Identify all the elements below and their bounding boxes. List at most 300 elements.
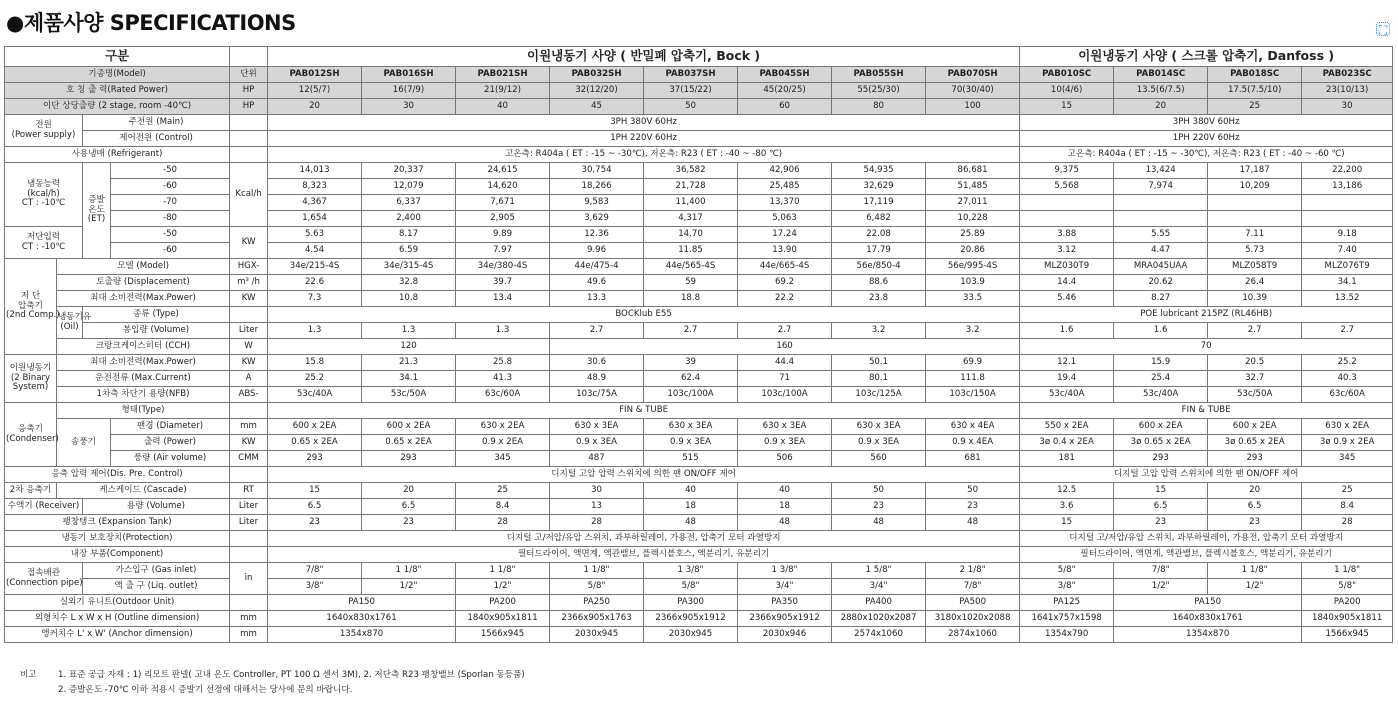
value-cell: 28 (550, 515, 644, 531)
value-cell (1020, 211, 1114, 227)
value-cell: 345 (1302, 451, 1393, 467)
condenser-label (5, 403, 57, 467)
value-cell: 21,728 (644, 179, 738, 195)
component-row (5, 547, 1393, 563)
model-cell: PAB037SH (644, 67, 738, 83)
value-cell: 30 (1302, 99, 1393, 115)
unit-cell: KW (230, 291, 268, 307)
span-cell: 디지털 고/저압/유압 스위치, 과부하릴레이, 가용전, 압축기 모터 과열방지 (268, 531, 1020, 547)
comp-oil-type-row (5, 307, 1393, 323)
value-cell: 1 1/8" (362, 563, 456, 579)
value-cell: 560 (832, 451, 926, 467)
value-cell: 25.2 (1302, 355, 1393, 371)
value-cell: 600 x 2EA (1208, 419, 1302, 435)
value-cell: 2574x1060 (832, 627, 926, 643)
value-cell: 10.39 (1208, 291, 1302, 307)
span-cell: 고온측: R404a ( ET : -15 ~ -30℃), 저온측: R23 ( ET : -40 ~ -80 ℃) (268, 147, 1020, 163)
value-cell: 13,424 (1114, 163, 1208, 179)
model-cell: PAB055SH (832, 67, 926, 83)
value-cell: 2.7 (738, 323, 832, 339)
value-cell: 20.62 (1114, 275, 1208, 291)
value-cell: 30,754 (550, 163, 644, 179)
value-cell: 13.90 (738, 243, 832, 259)
et-cell: -50 (111, 163, 230, 179)
value-cell: 7.97 (456, 243, 550, 259)
row-label: 가스입구 (Gas inlet) (83, 563, 230, 579)
value-cell: 8.17 (362, 227, 456, 243)
value-cell: 630 x 3EA (550, 419, 644, 435)
value-cell: 34e/380-4S (456, 259, 550, 275)
unit-cell (230, 147, 268, 163)
span-cell: 160 (550, 339, 1020, 355)
et-cell: -80 (111, 211, 230, 227)
row-label: 실외기 유니트(Outdoor Unit) (5, 595, 230, 611)
value-cell: 1 1/8" (456, 563, 550, 579)
value-cell: 3/8" (1020, 579, 1114, 595)
value-cell: 7/8" (268, 563, 362, 579)
value-cell: 630 x 3EA (644, 419, 738, 435)
value-cell: 15 (1020, 515, 1114, 531)
value-cell: 6,337 (362, 195, 456, 211)
value-cell: 48 (926, 515, 1020, 531)
bock-group-header: 이원냉동기 사양 ( 반밀폐 압축기, Bock ) (268, 47, 1020, 67)
value-cell: 1 3/8" (644, 563, 738, 579)
value-cell: 1.3 (268, 323, 362, 339)
value-cell: 25,485 (738, 179, 832, 195)
row-label: 1차측 차단기 용량(NFB) (57, 387, 230, 403)
value-cell: 28 (456, 515, 550, 531)
value-cell: 7.40 (1302, 243, 1393, 259)
label-line: 온도 (88, 204, 105, 215)
value-cell: 19.4 (1020, 371, 1114, 387)
value-cell: 13.4 (456, 291, 550, 307)
value-cell: 1840x905x1811 (456, 611, 550, 627)
value-cell: 21(9/12) (456, 83, 550, 99)
value-cell: 5/8" (1020, 563, 1114, 579)
value-cell: 1 1/8" (1208, 563, 1302, 579)
span-cell: 1PH 220V 60Hz (1020, 131, 1393, 147)
connection-label (5, 563, 83, 595)
value-cell: 44e/665-4S (738, 259, 832, 275)
capacity-row (5, 163, 1393, 179)
value-cell: PA150 (1114, 595, 1302, 611)
protection-row (5, 531, 1393, 547)
value-cell: PA350 (738, 595, 832, 611)
value-cell: 2.7 (1302, 323, 1393, 339)
label-line: 압축기 (18, 300, 43, 311)
value-cell: 50 (926, 483, 1020, 499)
value-cell: 20.86 (926, 243, 1020, 259)
label-line: 응축기 (18, 423, 43, 434)
value-cell: 7.11 (1208, 227, 1302, 243)
cond-fan-power-row (5, 435, 1393, 451)
value-cell: 5.46 (1020, 291, 1114, 307)
value-cell: PA400 (832, 595, 926, 611)
model-cell: PAB010SC (1020, 67, 1114, 83)
value-cell: 630 x 2EA (1302, 419, 1393, 435)
row-label: 케스케이드 (Cascade) (57, 483, 230, 499)
value-cell: 3,629 (550, 211, 644, 227)
value-cell: 630 x 3EA (738, 419, 832, 435)
value-cell: 10,209 (1208, 179, 1302, 195)
value-cell: 12,079 (362, 179, 456, 195)
expansion-row (5, 515, 1393, 531)
value-cell: 2.7 (1208, 323, 1302, 339)
value-cell: 600 x 2EA (362, 419, 456, 435)
value-cell: 34e/215-4S (268, 259, 362, 275)
conn-liq-row (5, 579, 1393, 595)
value-cell: PA250 (550, 595, 644, 611)
span-cell: 3PH 380V 60Hz (1020, 115, 1393, 131)
span-cell: 70 (1020, 339, 1393, 355)
unit-cell: Liter (230, 323, 268, 339)
value-cell: PA500 (926, 595, 1020, 611)
system-nfb-row (5, 387, 1393, 403)
value-cell: 7,974 (1114, 179, 1208, 195)
receiver-row (5, 499, 1393, 515)
span-cell: 디지털 고압 압력 스위치에 의한 팬 ON/OFF 제어 (1020, 467, 1393, 483)
value-cell: 20 (268, 99, 362, 115)
value-cell: 0.9 x 3EA (738, 435, 832, 451)
value-cell: 5/8" (550, 579, 644, 595)
value-cell: 0.65 x 2EA (362, 435, 456, 451)
value-cell: 5/8" (1302, 579, 1393, 595)
conn-gas-row (5, 563, 1393, 579)
span-cell: POE lubricant 215PZ (RL46HB) (1020, 307, 1393, 323)
value-cell: 8.4 (1302, 499, 1393, 515)
value-cell: 3.12 (1020, 243, 1114, 259)
value-cell: 3.6 (1020, 499, 1114, 515)
value-cell: 50 (644, 99, 738, 115)
value-cell: 32(12/20) (550, 83, 644, 99)
value-cell: 3ø 0.4 x 2EA (1020, 435, 1114, 451)
label-line: CT : -10℃ (21, 241, 66, 252)
value-cell: 40.3 (1302, 371, 1393, 387)
value-cell: 3/8" (268, 579, 362, 595)
value-cell: 5.63 (268, 227, 362, 243)
capacity-row (5, 179, 1393, 195)
value-cell: 6.59 (362, 243, 456, 259)
value-cell: 17.79 (832, 243, 926, 259)
unit-cell (230, 467, 268, 483)
value-cell: 293 (362, 451, 456, 467)
value-cell: 24,615 (456, 163, 550, 179)
value-cell: PA300 (644, 595, 738, 611)
value-cell: 18.8 (644, 291, 738, 307)
span-cell: FIN & TUBE (268, 403, 1020, 419)
focus-frame-icon[interactable]: ⛶ (1376, 22, 1390, 36)
value-cell: 22.6 (268, 275, 362, 291)
value-cell: 30.6 (550, 355, 644, 371)
value-cell: 14,620 (456, 179, 550, 195)
value-cell: 0.9 x 4EA (926, 435, 1020, 451)
value-cell: 16(7/9) (362, 83, 456, 99)
value-cell: 23 (832, 499, 926, 515)
unit-cell: in (230, 563, 268, 595)
value-cell: 13,186 (1302, 179, 1393, 195)
model-cell: PAB014SC (1114, 67, 1208, 83)
value-cell: 53c/40A (268, 387, 362, 403)
value-cell: 3.88 (1020, 227, 1114, 243)
unit-cell (230, 403, 268, 419)
value-cell: 1/2" (362, 579, 456, 595)
value-cell: 103c/150A (926, 387, 1020, 403)
spec-table (4, 46, 1393, 643)
unit-cell: Kcal/h (230, 163, 268, 227)
value-cell: 1354x790 (1020, 627, 1114, 643)
row-label: 크랑크케이스히터 (CCH) (57, 339, 230, 355)
value-cell: 1 3/8" (738, 563, 832, 579)
value-cell: 18,266 (550, 179, 644, 195)
value-cell: 1566x945 (456, 627, 550, 643)
value-cell (1020, 195, 1114, 211)
low-input-row (5, 243, 1393, 259)
unit-cell: HP (230, 83, 268, 99)
row-label: 형태(Type) (57, 403, 230, 419)
unit-cell (230, 531, 268, 547)
value-cell (1114, 211, 1208, 227)
model-cell: PAB032SH (550, 67, 644, 83)
unit-cell: Liter (230, 499, 268, 515)
value-cell: 1566x945 (1302, 627, 1393, 643)
outdoor-row (5, 595, 1393, 611)
fan-label: 송풍기 (57, 419, 111, 467)
value-cell: 293 (1208, 451, 1302, 467)
value-cell: 10.8 (362, 291, 456, 307)
value-cell (1208, 211, 1302, 227)
value-cell: 49.6 (550, 275, 644, 291)
value-cell: 40 (644, 483, 738, 499)
value-cell: PA200 (1302, 595, 1393, 611)
unit-cell: mm (230, 611, 268, 627)
value-cell: 25 (456, 483, 550, 499)
row-label: 종류 (Type) (83, 307, 230, 323)
value-cell: 103c/125A (832, 387, 926, 403)
low-input-row (5, 227, 1393, 243)
value-cell: 7/8" (1114, 563, 1208, 579)
label-line: (Oil) (60, 321, 79, 332)
value-cell: 32.8 (362, 275, 456, 291)
cond-diameter-row (5, 419, 1393, 435)
et-cell: -60 (111, 179, 230, 195)
value-cell: 39.7 (456, 275, 550, 291)
value-cell: 13.52 (1302, 291, 1393, 307)
notes (20, 668, 525, 698)
span-cell: 필터드라이어, 액면계, 액관밸브, 플렉시블호스, 액분리기, 유분리기 (268, 547, 1020, 563)
value-cell: 13 (550, 499, 644, 515)
value-cell: 34e/315-4S (362, 259, 456, 275)
value-cell: 17,119 (832, 195, 926, 211)
value-cell (1302, 211, 1393, 227)
value-cell: 48.9 (550, 371, 644, 387)
value-cell: 23(10/13) (1302, 83, 1393, 99)
value-cell: 53c/40A (1020, 387, 1114, 403)
value-cell: 2366x905x1912 (738, 611, 832, 627)
anchor-row (5, 627, 1393, 643)
value-cell: MLZ030T9 (1020, 259, 1114, 275)
value-cell: 345 (456, 451, 550, 467)
value-cell: 11.85 (644, 243, 738, 259)
value-cell: PA200 (456, 595, 550, 611)
label-line: 증발 (88, 194, 105, 205)
unit-cell (230, 547, 268, 563)
value-cell: 63c/60A (456, 387, 550, 403)
value-cell: 4.54 (268, 243, 362, 259)
dis-pre-row (5, 467, 1393, 483)
value-cell: 59 (644, 275, 738, 291)
value-cell: 2,400 (362, 211, 456, 227)
value-cell: 487 (550, 451, 644, 467)
value-cell: 23 (1208, 515, 1302, 531)
value-cell: 63c/60A (1302, 387, 1393, 403)
row-label: 팬경 (Diameter) (111, 419, 230, 435)
value-cell: 23 (268, 515, 362, 531)
et-cell: -50 (111, 227, 230, 243)
value-cell: 6.5 (268, 499, 362, 515)
span-cell: 3PH 380V 60Hz (268, 115, 1020, 131)
value-cell: 9.96 (550, 243, 644, 259)
value-cell: 7.3 (268, 291, 362, 307)
value-cell: 630 x 4EA (926, 419, 1020, 435)
model-cell: PAB016SH (362, 67, 456, 83)
value-cell: 2030x945 (644, 627, 738, 643)
value-cell: 2030x945 (550, 627, 644, 643)
unit-cell: m³ /h (230, 275, 268, 291)
value-cell: MLZ058T9 (1208, 259, 1302, 275)
value-cell: 6,482 (832, 211, 926, 227)
value-cell: 600 x 2EA (268, 419, 362, 435)
value-cell: 45 (550, 99, 644, 115)
row-label: 팽창탱크 (Expansion Tank) (5, 515, 230, 531)
oil-label (57, 307, 92, 339)
model-cell: PAB018SC (1208, 67, 1302, 83)
span-cell: 120 (268, 339, 550, 355)
value-cell: 44.4 (738, 355, 832, 371)
value-cell: 32,629 (832, 179, 926, 195)
compressor-label (5, 259, 60, 355)
capacity-row (5, 211, 1393, 227)
value-cell: 60 (738, 99, 832, 115)
value-cell: 1840x905x1811 (1302, 611, 1393, 627)
value-cell: 2880x1020x2087 (832, 611, 926, 627)
value-cell: 20.5 (1208, 355, 1302, 371)
unit-cell (230, 115, 268, 131)
label-line: (2 Binary (10, 372, 51, 383)
value-cell: 1.6 (1114, 323, 1208, 339)
value-cell: 1 1/8" (1302, 563, 1393, 579)
span-cell: 고온측: R404a ( ET : -15 ~ -30℃), 저온측: R23 ( ET : -40 ~ -60 ℃) (1020, 147, 1393, 163)
value-cell: 506 (738, 451, 832, 467)
value-cell: 681 (926, 451, 1020, 467)
value-cell: 20 (362, 483, 456, 499)
row-label: 최대 소비전력(Max.Power) (57, 291, 230, 307)
value-cell: 3.2 (832, 323, 926, 339)
value-cell: 111.8 (926, 371, 1020, 387)
outline-row (5, 611, 1393, 627)
et-cell: -60 (111, 243, 230, 259)
value-cell: 50 (832, 483, 926, 499)
model-cell: PAB045SH (738, 67, 832, 83)
danfoss-group-header: 이원냉동기 사양 ( 스크롤 압축기, Danfoss ) (1020, 47, 1393, 67)
value-cell: 32.7 (1208, 371, 1302, 387)
value-cell: 1354x870 (1114, 627, 1302, 643)
row-label: 출력 (Power) (111, 435, 230, 451)
value-cell: 86,681 (926, 163, 1020, 179)
value-cell: MLZ076T9 (1302, 259, 1393, 275)
label-line: 이원냉동기 (9, 362, 52, 373)
value-cell: 3/4" (832, 579, 926, 595)
value-cell: 0.9 x 2EA (456, 435, 550, 451)
model-cell: PAB070SH (926, 67, 1020, 83)
comp-displacement-row (5, 275, 1393, 291)
label-line: 접속배관 (26, 567, 61, 578)
power-supply-label (5, 115, 83, 147)
value-cell: 25.8 (456, 355, 550, 371)
comp-oil-volume-row (5, 323, 1393, 339)
row-label: 모델 (Model) (57, 259, 230, 275)
value-cell: 9,583 (550, 195, 644, 211)
value-cell: 41.3 (456, 371, 550, 387)
unit-spacer (230, 47, 268, 67)
value-cell: 12.5 (1020, 483, 1114, 499)
value-cell: 15 (268, 483, 362, 499)
value-cell: 22.2 (738, 291, 832, 307)
value-cell: 23.8 (832, 291, 926, 307)
label-line: 냉동능력 (26, 178, 61, 189)
row-label: 제어전원 (Control) (83, 131, 230, 147)
value-cell: 2030x946 (738, 627, 832, 643)
value-cell: 515 (644, 451, 738, 467)
value-cell: 14.4 (1020, 275, 1114, 291)
row-label: 이단 상당출량 (2 stage, room -40℃) (5, 99, 230, 115)
value-cell: 2 1/8" (926, 563, 1020, 579)
value-cell: 630 x 2EA (456, 419, 550, 435)
power-control-row (5, 131, 1393, 147)
value-cell: 56e/995-4S (926, 259, 1020, 275)
value-cell: 37(15/22) (644, 83, 738, 99)
value-cell: 34.1 (1302, 275, 1393, 291)
value-cell: 48 (644, 515, 738, 531)
value-cell: 1640x830x1761 (1114, 611, 1302, 627)
value-cell: 0.65 x 2EA (268, 435, 362, 451)
value-cell: 9.18 (1302, 227, 1393, 243)
row-label: 액 출 구 (Liq. outlet) (83, 579, 230, 595)
value-cell: 12.1 (1020, 355, 1114, 371)
row-label: 최대 소비전력(Max.Power) (57, 355, 230, 371)
comp-max-power-row (5, 291, 1393, 307)
value-cell: 48 (738, 515, 832, 531)
label-line: 저단입력 (26, 231, 61, 242)
value-cell: 70(30/40) (926, 83, 1020, 99)
cond-air-volume-row (5, 451, 1393, 467)
value-cell: 5/8" (644, 579, 738, 595)
value-cell: 14.70 (644, 227, 738, 243)
row-label: 2차 응축기 (5, 483, 57, 499)
value-cell: 25.4 (1114, 371, 1208, 387)
row-label: 토출량 (Displacement) (57, 275, 230, 291)
value-cell: 17,187 (1208, 163, 1302, 179)
value-cell: 1/2" (1208, 579, 1302, 595)
value-cell: 3ø 0.65 x 2EA (1114, 435, 1208, 451)
note-line-2: 2. 증발온도 -70℃ 이하 적용시 증발기 선정에 대해서는 당사에 문의 바랍니다. (58, 685, 353, 695)
value-cell: 103c/100A (738, 387, 832, 403)
value-cell: 103c/75A (550, 387, 644, 403)
value-cell: 2,905 (456, 211, 550, 227)
model-row (5, 67, 1393, 83)
system-max-current-row (5, 371, 1393, 387)
value-cell: 25.2 (268, 371, 362, 387)
page-title: ●제품사양 SPECIFICATIONS (6, 11, 296, 35)
